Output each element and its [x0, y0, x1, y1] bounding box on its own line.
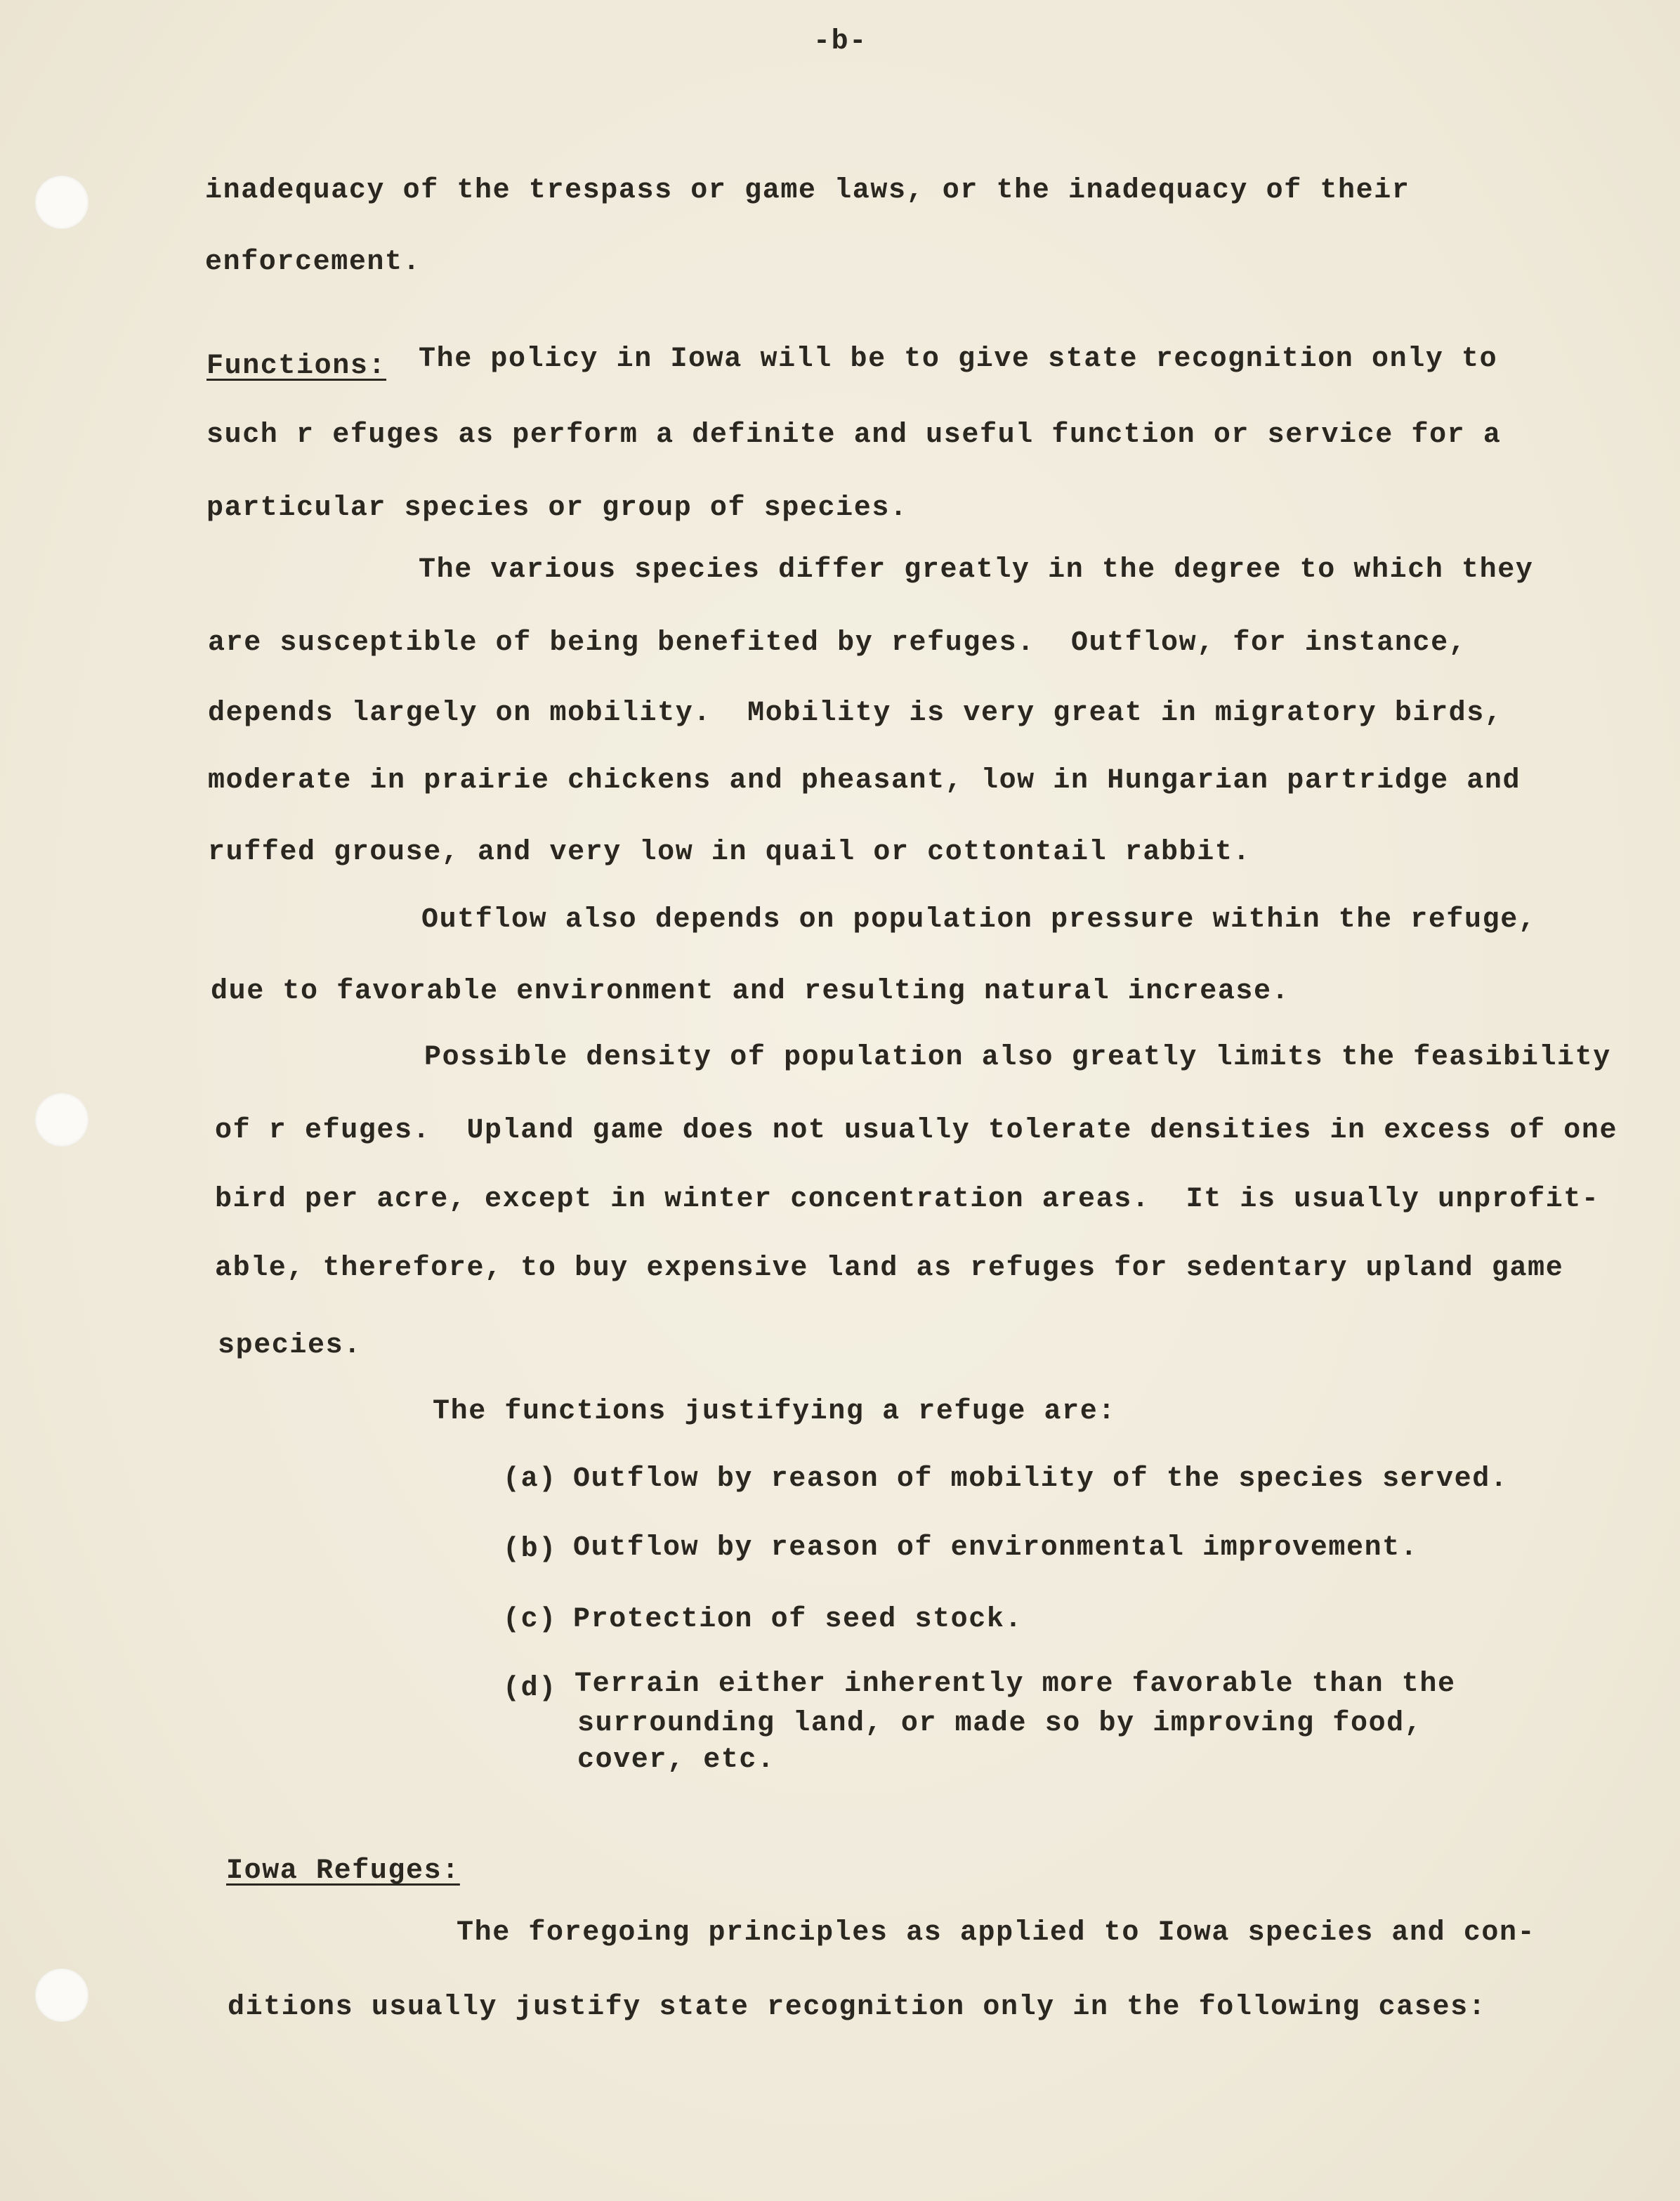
list-item-text: Protection of seed stock.	[573, 1604, 1023, 1635]
paragraph-line: The policy in Iowa will be to give state recognition only to	[419, 344, 1498, 375]
list-item-text: surrounding land, or made so by improving food,	[577, 1708, 1423, 1739]
paragraph-line: species.	[218, 1330, 362, 1361]
list-item-text: Outflow by reason of mobility of the species served.	[573, 1463, 1509, 1495]
list-item-text: Outflow by reason of environmental improvement.	[573, 1532, 1419, 1564]
paragraph-line: Possible density of population also greatly limits the feasibility	[424, 1042, 1611, 1073]
punch-hole-middle	[35, 1093, 88, 1147]
paragraph-line: inadequacy of the trespass or game laws, or the inadequacy of their	[205, 175, 1410, 207]
paragraph-line: The various species differ greatly in the degree to which they	[419, 554, 1534, 586]
paragraph-line: of r efuges. Upland game does not usually tolerate densities in excess of one	[215, 1115, 1618, 1147]
section-heading-functions: Functions:	[206, 351, 387, 382]
paragraph-line: The foregoing principles as applied to Iowa species and con-	[457, 1917, 1536, 1949]
list-item-marker: (a)	[503, 1463, 557, 1495]
punch-hole-bottom	[35, 1968, 88, 2022]
paragraph-line: such r efuges as perform a definite and useful function or service for a	[206, 419, 1502, 451]
paragraph-line: moderate in prairie chickens and pheasant, low in Hungarian partridge and	[208, 765, 1521, 797]
paragraph-line: due to favorable environment and resulting natural increase.	[211, 976, 1290, 1007]
paragraph-line: ruffed grouse, and very low in quail or cottontail rabbit.	[208, 837, 1252, 868]
paragraph-line: Outflow also depends on population pressure within the refuge,	[421, 904, 1537, 936]
paragraph-line: depends largely on mobility. Mobility is very great in migratory birds,	[208, 698, 1503, 729]
list-item-marker: (c)	[503, 1604, 557, 1635]
punch-hole-top	[35, 176, 88, 229]
paragraph-line: ditions usually justify state recognition only in the following cases:	[228, 1992, 1487, 2023]
functions-list-intro: The functions justifying a refuge are:	[433, 1396, 1116, 1428]
paragraph-line: particular species or group of species.	[206, 492, 908, 524]
page-number: -b-	[813, 26, 867, 58]
section-heading-iowa-refuges: Iowa Refuges:	[226, 1855, 460, 1887]
paragraph-line: bird per acre, except in winter concentration areas. It is usually unprofit-	[215, 1184, 1600, 1215]
paragraph-line: able, therefore, to buy expensive land as refuges for sedentary upland game	[215, 1253, 1564, 1284]
paragraph-line: enforcement.	[205, 247, 421, 278]
list-item-marker: (b)	[503, 1534, 557, 1565]
list-item-text: Terrain either inherently more favorable than the	[575, 1668, 1456, 1700]
list-item-text: cover, etc.	[577, 1744, 775, 1776]
list-item-marker: (d)	[503, 1673, 557, 1704]
paragraph-line: are susceptible of being benefited by refuges. Outflow, for instance,	[208, 627, 1467, 659]
